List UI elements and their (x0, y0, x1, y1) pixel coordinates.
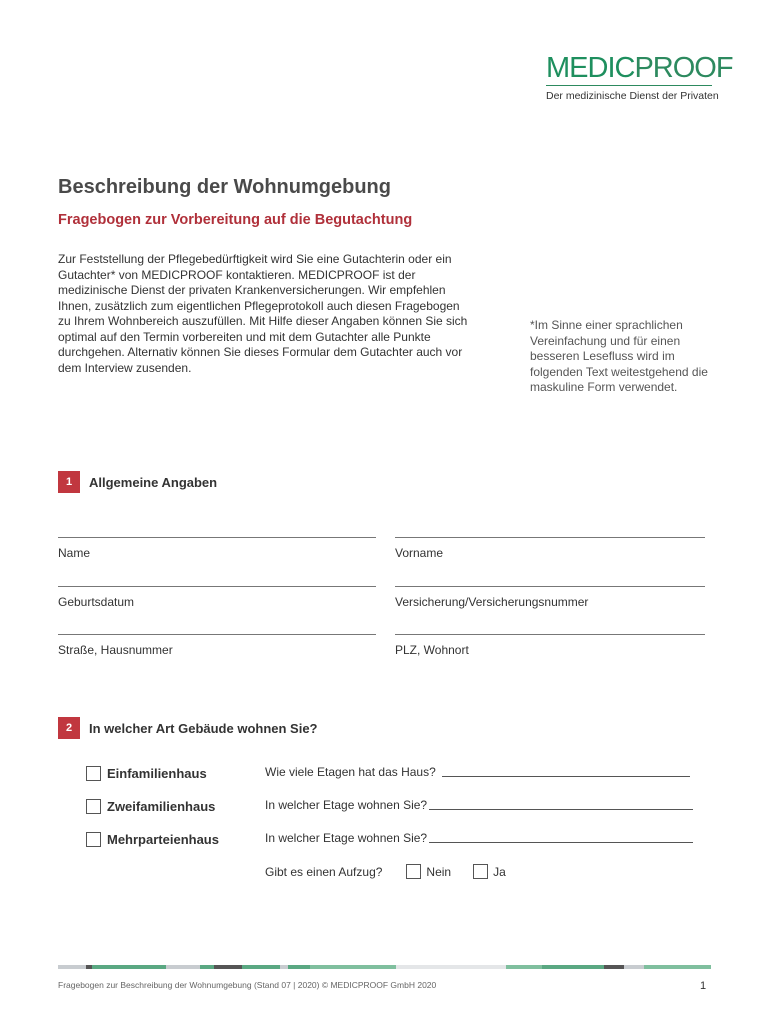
name-field[interactable] (58, 537, 376, 560)
versicherung-label: Versicherung/Versicherungsnummer (395, 595, 589, 609)
elevator-option-nein[interactable] (406, 864, 451, 879)
geburtsdatum-field[interactable] (58, 586, 376, 609)
medicproof-logo (546, 52, 733, 102)
footer-bar-segment (166, 965, 200, 969)
question-etage-mehrparteienhaus (265, 831, 693, 845)
section-1-number: 1 (58, 471, 80, 493)
section-1-header (58, 471, 217, 493)
elevator-question-row (265, 864, 506, 879)
versicherung-field[interactable] (395, 586, 705, 609)
vorname-line[interactable] (395, 537, 705, 538)
footer-bar-segment (242, 965, 280, 969)
strasse-line[interactable] (58, 634, 376, 635)
name-label: Name (58, 546, 91, 560)
versicherung-line[interactable] (395, 586, 705, 587)
nein-checkbox[interactable] (406, 864, 421, 879)
logo-wordmark (546, 52, 733, 84)
footer-bar-segment (396, 965, 506, 969)
footer-bar-segment (92, 965, 166, 969)
answer-etage-zweifamilienhaus-line[interactable] (429, 809, 693, 810)
question-etage-zweifamilienhaus (265, 798, 693, 812)
footer-bar-segment (604, 965, 624, 969)
question-etage-zweifamilienhaus-label: In welcher Etage wohnen Sie? (265, 798, 428, 812)
nein-label: Nein (426, 864, 452, 879)
footer-bar-segment (624, 965, 644, 969)
logo-medic: MEDIC (546, 52, 635, 84)
vorname-label: Vorname (395, 546, 444, 560)
footer-bar-segment (288, 965, 310, 969)
footer-bar-segment (280, 965, 288, 969)
footer-bar-segment (58, 965, 86, 969)
intro-paragraph: Zur Feststellung der Pflegebedürftigkeit wird Sie eine Gutachterin oder ein Gutachter* von MEDICPROOF kontaktieren. MEDICPROOF ist der medizinische Dienst der privaten Krankenversicherungen. Wir empfehlen Ihnen, zusätzlich zum eigentlichen Pflegeprotokoll auch diesen Fragebogen zu Ihrem Wohnbereich auszufüllen. Mit Hilfe dieser Angaben können Sie sich optimal auf den Termin vorbereiten und mit dem Gutachter alle Punkte durchgehen. Alternativ können Sie dieses Formular dem Gutachter auch vor dem Interview zusenden. (58, 252, 468, 375)
mehrparteienhaus-checkbox[interactable] (86, 832, 101, 847)
building-type-einfamilienhaus[interactable] (86, 766, 207, 781)
strasse-label: Straße, Hausnummer (58, 643, 173, 657)
zweifamilienhaus-checkbox[interactable] (86, 799, 101, 814)
einfamilienhaus-checkbox[interactable] (86, 766, 101, 781)
geburtsdatum-line[interactable] (58, 586, 376, 587)
building-type-zweifamilienhaus[interactable] (86, 799, 215, 814)
building-type-mehrparteienhaus[interactable] (86, 832, 219, 847)
section-2-number: 2 (58, 717, 80, 739)
footer-bar-segment (542, 965, 604, 969)
footer-text: Fragebogen zur Beschreibung der Wohnumgebung (Stand 07 | 2020) © MEDICPROOF GmbH 2020 (58, 980, 437, 990)
footnote: *Im Sinne einer sprachlichen Vereinfachung und für einen besseren Lesefluss wird im folgenden Text weitestgehend die maskuline Form verwendet. (530, 318, 708, 394)
footer-bar-segment (310, 965, 396, 969)
answer-etagen-haus-line[interactable] (442, 776, 690, 777)
plz-label: PLZ, Wohnort (395, 643, 469, 657)
elevator-question-label: Gibt es einen Aufzug? (265, 864, 383, 879)
ja-label: Ja (493, 864, 506, 879)
page-title: Beschreibung der Wohnumgebung (58, 176, 391, 198)
mehrparteienhaus-label: Mehrparteienhaus (107, 832, 219, 847)
question-etage-mehrparteienhaus-label: In welcher Etage wohnen Sie? (265, 831, 428, 845)
elevator-option-ja[interactable] (473, 864, 506, 879)
answer-etage-mehrparteienhaus-line[interactable] (429, 842, 693, 843)
page-subtitle: Fragebogen zur Vorbereitung auf die Begutachtung (58, 212, 413, 228)
strasse-field[interactable] (58, 634, 376, 657)
zweifamilienhaus-label: Zweifamilienhaus (107, 799, 216, 814)
plz-line[interactable] (395, 634, 705, 635)
page-number: 1 (700, 980, 707, 992)
name-line[interactable] (58, 537, 376, 538)
footer-bar-segment (214, 965, 242, 969)
footer-bar-segment (644, 965, 711, 969)
geburtsdatum-label: Geburtsdatum (58, 595, 135, 609)
ja-checkbox[interactable] (473, 864, 488, 879)
section-2-header (58, 717, 318, 739)
question-etagen-haus (265, 765, 690, 779)
plz-field[interactable] (395, 634, 705, 657)
section-1-title: Allgemeine Angaben (89, 474, 218, 490)
footer-bar-segment (506, 965, 542, 969)
logo-tagline: Der medizinische Dienst der Privaten (546, 90, 719, 102)
logo-proof: PROOF (634, 52, 733, 84)
footer-bar-segment (200, 965, 214, 969)
einfamilienhaus-label: Einfamilienhaus (107, 766, 207, 781)
section-2-title: In welcher Art Gebäude wohnen Sie? (89, 720, 318, 736)
logo-rule (546, 85, 712, 86)
vorname-field[interactable] (395, 537, 705, 560)
question-etagen-haus-label: Wie viele Etagen hat das Haus? (265, 765, 436, 779)
